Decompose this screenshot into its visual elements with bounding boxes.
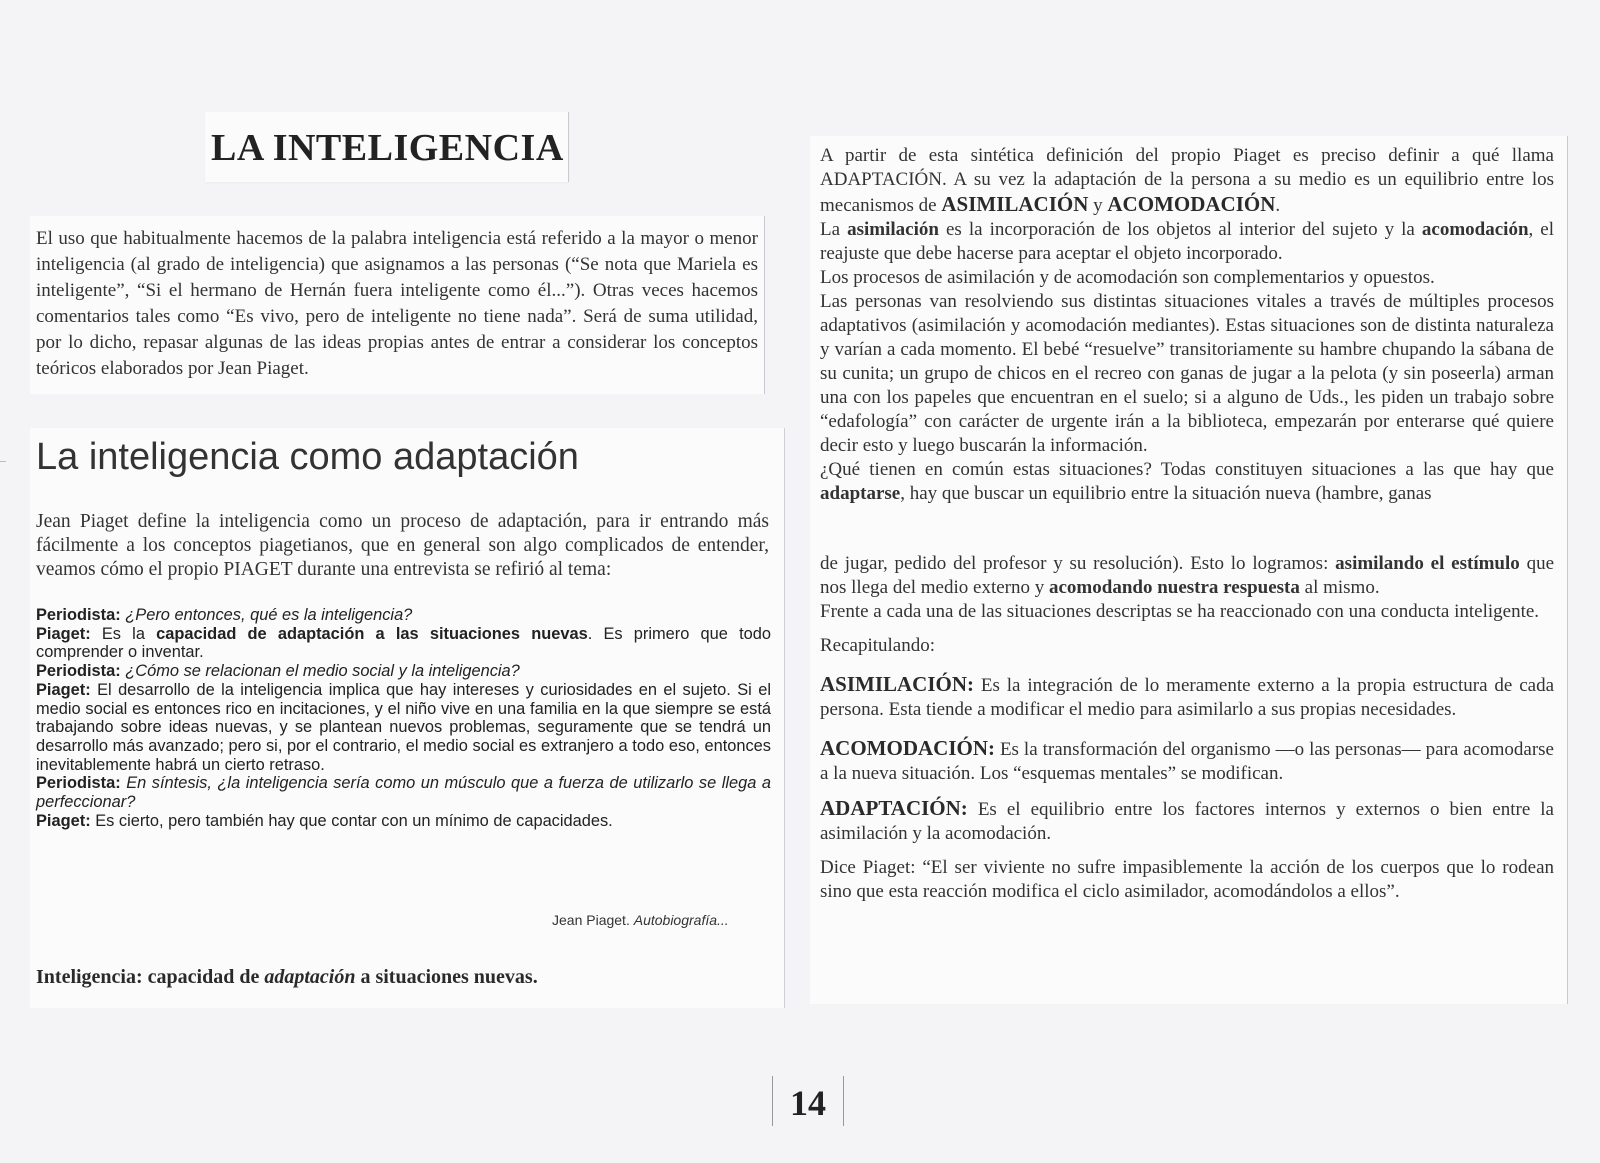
keyword: acomodando nuestra respuesta	[1049, 577, 1300, 598]
keyword: asimilación	[847, 219, 939, 240]
section-title: La inteligencia como adaptación	[36, 436, 579, 478]
paragraph: Las personas van resolviendo sus distintas situaciones vitales a través de múltiples procesos adaptativos (asimilación y acomodación mediantes). Estas situaciones son de distinta naturaleza y varían a cada momento. El bebé “resuelve” transitoriamente su hambre chupando la sábana de su cunita; un grupo de chicos en el recreo con ganas de jugar a la pelota (y sin poseerla) arman una con los papeles que encuentran en el suelo; si a alguno de Uds., les piden un trabajo sobre “edafología” con carácter de urgente irán a la biblioteca, empezarán por enterarse qué quiere decir esto y luego buscarán la información.	[820, 291, 1554, 456]
recap-label: Recapitulando:	[820, 635, 936, 656]
question-text: ¿Cómo se relacionan el medio social y la inteligencia?	[125, 662, 520, 681]
piaget-quote: Dice Piaget: “El ser viviente no sufre impasiblemente la acción de los cuerpos que lo rodean sino que esta reacción modifica el ciclo asimilador, acomodándolos a ellos”.	[820, 857, 1554, 902]
attribution	[552, 912, 729, 928]
definition-term: ASIMILACIÓN:	[820, 672, 975, 696]
definition-term: ACOMODACIÓN:	[820, 736, 995, 760]
paragraph: Frente a cada una de las situaciones descriptas se ha reaccionado con una conducta inteligente.	[820, 601, 1540, 622]
intro-clipping	[30, 216, 765, 394]
text: que nos llega del medio externo y	[820, 553, 1555, 598]
paragraph: Los procesos de asimilación y de acomodación son complementarios y opuestos.	[820, 267, 1435, 288]
answer-text: El desarrollo de la inteligencia implica que hay intereses y curiosidades en el sujeto. Si el medio social es entonces rico en incitaciones, y el niño vive en una familia en la que siempre se está trabajando sobre ideas nuevas, y se plantean nuevos problemas, seguramente que se tendrá un desarrollo más avanzado; pero si, por el contrario, el medio social es extranjero a todo eso, entonces inevitablemente habrá un cierto retraso.	[36, 680, 771, 774]
speaker-label: Piaget:	[36, 624, 91, 643]
definition-term: ADAPTACIÓN:	[820, 796, 968, 820]
speaker-label: Periodista:	[36, 774, 121, 793]
interview-question	[36, 662, 771, 681]
term-asimilacion: ASIMILACIÓN	[941, 192, 1089, 216]
title-clipping	[205, 112, 569, 182]
paragraph	[820, 458, 1554, 506]
attribution-book: Autobiografía...	[633, 912, 729, 928]
definition-summary	[36, 966, 538, 989]
page-title: LA INTELIGENCIA	[211, 127, 564, 169]
text: ¿Qué tienen en común estas situaciones? Todas constituyen situaciones a las que hay que	[820, 459, 1554, 480]
question-text: En síntesis, ¿la inteligencia sería como un músculo que a fuerza de utilizarlo se llega a perfeccionar?	[36, 774, 771, 812]
definition-text: Es la transformación del organismo —o las personas— para acomodarse a la nueva situación. Los “esquemas mentales” se modifican.	[820, 739, 1554, 784]
answer-text: Es cierto, pero también hay que contar con un mínimo de capacidades.	[95, 811, 613, 830]
summary-keyword: adaptación	[264, 966, 356, 988]
definition-asimilacion	[820, 672, 1554, 722]
interview-block	[36, 606, 771, 830]
speaker-label: Piaget:	[36, 811, 91, 830]
paragraph	[820, 552, 1554, 600]
interview-answer	[36, 625, 771, 662]
speaker-label: Periodista:	[36, 662, 121, 681]
paragraph	[820, 144, 1554, 218]
term-acomodacion: ACOMODACIÓN	[1107, 192, 1276, 216]
right-column-top	[820, 144, 1554, 506]
interview-answer	[36, 812, 771, 831]
attribution-author: Jean Piaget.	[552, 912, 630, 928]
definition-acomodacion	[820, 736, 1554, 786]
text: y	[1093, 195, 1103, 216]
paragraph	[820, 218, 1554, 266]
definition-text: Es la integración de lo meramente externo a la propia estructura de cada persona. Esta tiende a modificar el medio para asimilarlo a sus propias necesidades.	[820, 675, 1555, 720]
answer-text: . Es primero que todo comprender o inventar.	[36, 624, 771, 662]
speaker-label: Piaget:	[36, 680, 91, 699]
text: , el reajuste que debe hacerse para aceptar el objeto incorporado.	[820, 219, 1555, 264]
section-intro-paragraph: Jean Piaget define la inteligencia como un proceso de adaptación, para ir entrando más fácilmente a los conceptos piagetianos, que en general son algo complicados de entender, veamos cómo el propio PIAGET durante una entrevista se refirió al tema:	[36, 511, 769, 580]
page-number: 14	[790, 1083, 826, 1123]
summary-text: Inteligencia: capacidad de	[36, 966, 260, 988]
answer-highlight: capacidad de adaptación a las situaciones nuevas	[156, 624, 588, 643]
interview-question	[36, 606, 771, 625]
margin-tick	[0, 461, 6, 462]
summary-text: a situaciones nuevas.	[360, 966, 538, 988]
page-number-box	[772, 1076, 844, 1126]
right-column-bottom	[820, 552, 1554, 904]
definition-text: Es el equilibrio entre los factores internos y externos o bien entre la asimilación y la acomodación.	[820, 799, 1554, 844]
text: de jugar, pedido del profesor y su resolución). Esto lo logramos:	[820, 553, 1329, 574]
text: A partir de esta sintética definición del propio Piaget es preciso definir a qué llama ADAPTACIÓN. A su vez la adaptación de la persona a su medio es un equilibrio entre los mecanismos de	[820, 145, 1554, 216]
text: , hay que buscar un equilibrio entre la situación nueva (hambre, ganas	[900, 483, 1432, 504]
text: al mismo.	[1304, 577, 1380, 598]
keyword: adaptarse	[820, 483, 901, 504]
definition-adaptacion	[820, 796, 1554, 846]
keyword: asimilando el estímulo	[1335, 553, 1520, 574]
interview-question	[36, 774, 771, 811]
question-text: ¿Pero entonces, qué es la inteligencia?	[125, 606, 413, 624]
intro-paragraph: El uso que habitualmente hacemos de la palabra inteligencia está referido a la mayor o menor inteligencia (al grado de inteligencia) que asignamos a las personas (“Se nota que Mariela es inteligente”, “Si el hermano de Hernán fuera inteligente como él...”). Otras veces hacemos comentarios tales como “Es vivo, pero de inteligente no tiene nada”. Será de suma utilidad, por lo dicho, repasar algunas de las ideas propias antes de entrar a considerar los conceptos teóricos elaborados por Jean Piaget.	[36, 228, 758, 379]
keyword: acomodación	[1421, 219, 1529, 240]
text: es la incorporación de los objetos al interior del sujeto y la	[945, 219, 1415, 240]
text: .	[1275, 195, 1281, 216]
answer-text: Es la	[101, 624, 145, 643]
text: La	[820, 219, 841, 240]
speaker-label: Periodista:	[36, 606, 121, 624]
interview-answer	[36, 681, 771, 775]
